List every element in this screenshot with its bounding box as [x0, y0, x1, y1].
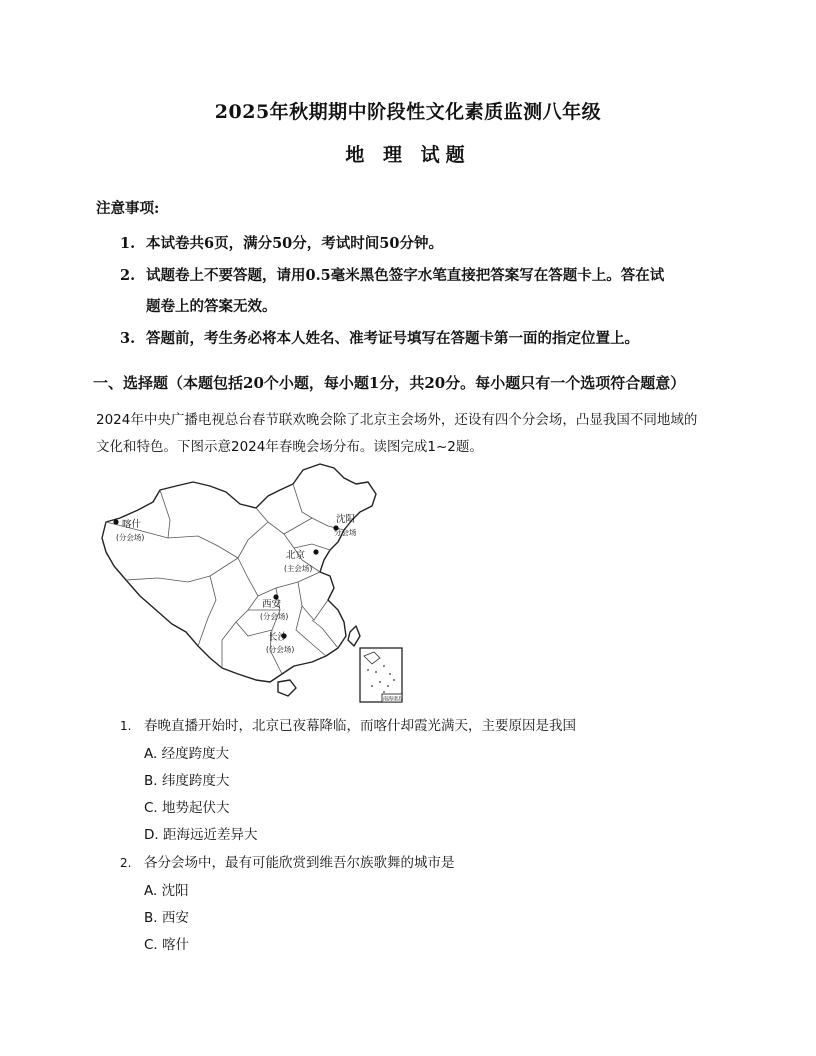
section-heading: 一、选择题（本题包括20个小题，每小题1分，共20分。每小题只有一个选项符合题意）	[93, 374, 686, 392]
question-1-option-c: C. 地势起伏大	[144, 800, 230, 816]
map-label-beijing-sub: (主会场)	[284, 564, 313, 573]
province-border	[256, 508, 320, 572]
hainan-island	[278, 680, 296, 696]
province-border	[298, 582, 328, 620]
province-border	[284, 518, 312, 534]
notice-text: 试题卷上不要答题，请用0.5毫米黑色签字水笔直接把答案写在答题卡上。答在试	[146, 267, 665, 284]
question-2-option-c: C. 喀什	[144, 937, 190, 953]
question-number: 1.	[120, 719, 132, 733]
question-2-option-a: A. 沈阳	[144, 883, 189, 899]
notice-item-2-continued: 题卷上的答案无效。	[146, 298, 277, 315]
question-2-option-b: B. 西安	[144, 910, 189, 926]
question-1	[120, 714, 576, 734]
province-border	[296, 606, 326, 656]
province-border	[258, 572, 320, 596]
south-china-sea-inset	[360, 648, 403, 703]
intro-paragraph-line-2: 文化和特色。下图示意2024年春晚会场分布。读图完成1~2题。	[96, 439, 483, 455]
notice-item-3	[120, 327, 639, 348]
exam-title: 2025年秋期期中阶段性文化素质监测八年级	[214, 101, 602, 123]
map-label-beijing: 北京	[286, 550, 306, 561]
notice-number: 3.	[120, 330, 136, 347]
province-border	[222, 622, 272, 668]
taiwan-island	[348, 626, 360, 646]
map-label-shenyang-sub: 分会场	[334, 528, 357, 537]
question-1-option-d: D. 距海远近差异大	[144, 827, 258, 843]
china-outline	[102, 464, 376, 682]
notice-heading: 注意事项:	[96, 200, 160, 217]
province-border	[236, 558, 258, 622]
china-venue-map	[98, 460, 408, 705]
map-label-kashi: 喀什	[122, 519, 142, 530]
map-label-kashi-sub: (分会场)	[116, 533, 145, 542]
notice-number: 1.	[120, 235, 136, 252]
question-1-option-a: A. 经度跨度大	[144, 746, 230, 762]
province-border	[312, 620, 338, 648]
exam-subject: 地 理 试题	[345, 144, 471, 166]
map-label-xian-sub: (分会场)	[260, 612, 289, 621]
notice-text: 答题前，考生务必将本人姓名、准考证号填写在答题卡第一面的指定位置上。	[146, 330, 639, 347]
notice-item-2	[120, 264, 664, 285]
map-label-shenyang: 沈阳	[336, 514, 356, 525]
notice-text: 本试卷共6页，满分50分，考试时间50分钟。	[146, 235, 443, 252]
notice-number: 2.	[120, 267, 136, 284]
notice-item-1	[120, 232, 443, 253]
intro-paragraph-line-1: 2024年中央广播电视总台春节联欢晚会除了北京主会场外，还设有四个分会场，凸显我国不同地域的	[96, 412, 698, 428]
question-1-option-b: B. 纬度跨度大	[144, 773, 230, 789]
question-number: 2.	[120, 856, 132, 870]
kashi-marker	[113, 519, 118, 524]
province-border	[160, 490, 170, 538]
map-label-changsha: 长沙	[268, 632, 288, 643]
province-border	[198, 576, 216, 646]
question-2	[120, 851, 455, 871]
province-border	[238, 522, 268, 558]
inset-label: 南海诸岛	[383, 696, 404, 703]
question-stem: 春晚直播开始时，北京已夜幕降临，而喀什却霞光满天，主要原因是我国	[144, 718, 576, 734]
map-label-changsha-sub: (分会场)	[266, 645, 295, 654]
beijing-marker	[313, 549, 318, 554]
question-stem: 各分会场中，最有可能欣赏到维吾尔族歌舞的城市是	[144, 855, 455, 871]
province-border	[126, 558, 238, 582]
map-label-xian: 西安	[262, 599, 282, 610]
